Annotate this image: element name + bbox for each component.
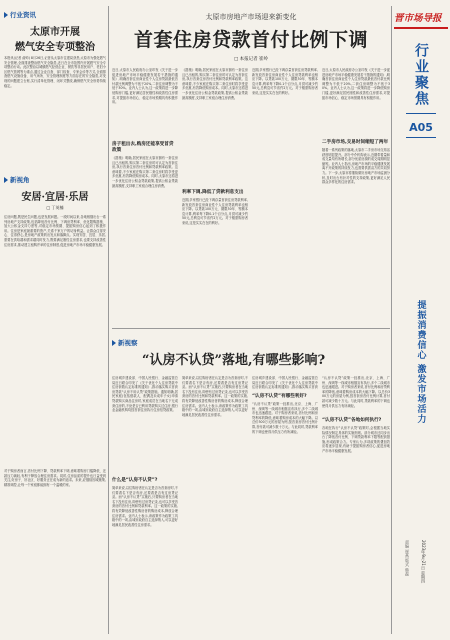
section-tag-new-watch [112, 338, 390, 347]
page-footer-info [420, 540, 444, 634]
section-tag-industry-news [4, 10, 106, 19]
article-col-3: 近期,多家银行已经下调存量首套住房贷款利率,新发放首套住房商业性个人住房贷款利率也相应下降。以贷款100万元、期限30年、等额本息计算,利率每下降0.1个百分点,月供可减少约50元,总利息可节省约2万元。对于刚需购房者来说,这是实实在在的利好。 [252, 68, 318, 95]
commentary-body-continued: 对于购房者而言,首付比例下降、贷款利率下调,意味着购房门槛降低、还款压力减轻,有利于释放合理住房需求。同时,住房品质的提升也日益受到关注,好房子、好社区、好服务正在成为新的追求。未来,应继续因城施策,精准调控,让每一个家庭都能拥有一个温暖的家。 [4, 469, 106, 487]
triangle-icon [4, 177, 8, 183]
section-label: 新视察 [118, 339, 138, 347]
bottom-headline: “认房不认贷”落地,有哪些影响? [142, 353, 326, 368]
page-footer-editor [404, 540, 418, 634]
section-tag-new-view [4, 175, 106, 184]
page-code: A05 [409, 120, 433, 134]
main-article [112, 4, 390, 326]
commentary-body: 住房问题,既是民生问题,也是发展问题。一段时间以来,各地相继出台一系列房地产支持政策,包括降低首付比例、下调房贷利率、优化限购措施、加大公积金支持力度等,对稳定市场预期、提振购房信心起到了积极作用。住房是家庭最重要的资产,关系千家万户的切身利益。让群众住得安心、住得舒心,是房地产政策的出发点和落脚点。实现安居、宜居、乐居,需要在供给端和需求端同时发力,既要满足刚性住房需求,也要支持改善性住房需求,推动建立租购并举的住房制度,促进房地产市场平稳健康发展。 [4, 215, 106, 247]
subheading: 利率下调,降低了贷款利息支出 [182, 190, 244, 195]
byline: □ 本报记者 崔岭 [233, 57, 269, 62]
kicker: 太原市房地产市场迎来新变化 [205, 13, 297, 21]
bottom-article [112, 332, 390, 634]
article-col-4: 近日,太原市人民政府办公室印发《关于进一步促进房地产市场平稳健康发展若干措施的通知》,明确首套住房商业性个人住房贷款最低首付款比例调整为不低于20%,二套住房调整为不低于30%。业内人士认为,这一政策将进一步降低购房门槛,更好满足居民刚性和改善性住房需求,对提振市场信心、稳定市场预期具有积极作用。 二手房市场,交易时间缩短了两年 随着一系列政策的落地,太原市二手房市场交易活跃度明显提升。部分中介机构表示,近期带看量和成交量均有所增长,部分优质房源的成交周期明显缩短。业内人士指出,房地产市场的平稳健康发展离不开政策的持续发力,也需要供需双方的共同努力。下一步,太原市将继续做好房地产市场监测分析,及时出台有针对性的支持政策,更好满足人民群众多样化的住房需求。 [322, 68, 390, 185]
section-label: 行业资讯 [10, 11, 36, 19]
headline-anju: 安居·宜居·乐居 [21, 192, 89, 203]
article-columns [112, 68, 390, 328]
masthead-divider [391, 6, 392, 634]
horizontal-divider [112, 328, 390, 329]
bottom-columns [112, 376, 390, 640]
subheading: 二手房市场,交易时间缩短了两年 [322, 140, 389, 145]
bottom-col-1: 住房城乡建设部、中国人民银行、金融监管总局近日联合印发了《关于优化个人住房贷款中住房套数认定标准的通知》,推动落实购买首套房贷款“认房不用认贷”政策措施。通知明确,居民家庭(包括借款人、配偶及未成年子女)申请贷款购买商品住房时,家庭成员在当地名下无成套住房的,不论是否已利用贷款购买过住房,银行业金融机构均按首套住房执行住房信贷政策。 什么是“认房不认贷”? 简单来说,以往购房者在认定是否为首套房时,不仅要看名下是否有房,还要看是否有过房贷记录。而“认房不认贷”实施后,只要购房者在当地名下没有住房,即使有过房贷记录,也可以享受首套房的首付比例和贷款利率。这一政策的实施,将有效降低改善性购房者的购房成本,释放合理住房需求。业内人士表示,该政策作为政策工具箱中的一项,由城市政府自主选择纳入,可以更好地满足居民改善性住房需求。 [112, 376, 178, 527]
article-col-1: 近日,太原市人民政府办公室印发《关于进一步促进房地产市场平稳健康发展若干措施的通知》,明确首套住房商业性个人住房贷款最低首付款比例调整为不低于20%,二套住房调整为不低于30%。业内人士认为,这一政策将进一步降低购房门槛,更好满足居民刚性和改善性住房需求,对提振市场信心、稳定市场预期具有积极作用。 房子租出去,购房还能享受首贷政策 《措施》明确,居民家庭在太原市拥有一套住房且已出租的,购买第二套住房时可认定为首套住房,执行首套住房首付比例和贷款利率政策。这意味着,不少家庭在购买第二套住房时将享受更多优惠,有效降低购房成本。同时,太原市还将进一步优化住房公积金贷款政策,提高公积金贷款最高额度,支持职工家庭合理住房消费。 [112, 68, 178, 188]
bottom-col-3: 住房城乡建设部、中国人民银行、金融监管总局近日联合印发了《关于优化个人住房贷款中住房套数认定标准的通知》,推动落实购买首套 “认房不认贷”有哪些利好? “认房不认贷”政策一经推出,北京、上海、广州、深圳等一线城市相继宣布执行,多个二线城市也迅速跟进。对于购房者来说,首付比例和房贷利率的降低,意味着购房成本的大幅下降。以总价300万元的房屋为例,按首套房首付比例计算,首付款可减少数十万元。与此同时,贷款利率的下调也使得月供压力有所减轻。 [252, 376, 318, 434]
side-quote-box [400, 300, 442, 520]
bottom-col-2: 简单来说,以往购房者在认定是否为首套房时,不仅要看名下是否有房,还要看是否有过房贷记录。而“认房不认贷”实施后,只要购房者在当地名下没有住房,即使有过房贷记录,也可以享受首套房的首付比例和贷款利率。这一政策的实施,将有效降低改善性购房者的购房成本,释放合理住房需求。业内人士表示,该政策作为政策工具箱中的一项,由城市政府自主选择纳入,可以更好地满足居民改善性住房需求。 [182, 376, 248, 417]
headline-line-2: 燃气安全专项整治 [15, 42, 95, 53]
headline-line-1: 太原市开展 [30, 27, 80, 38]
triangle-icon [112, 340, 116, 346]
subheading: “认房不认贷”各地如何执行? [322, 418, 382, 423]
section-label: 新视角 [10, 176, 30, 184]
byline: □ 丁英楠 [46, 205, 64, 210]
subheading: 房子租出去,购房还能享受首贷政策 [112, 142, 174, 153]
main-headline: 首套住房贷款首付比例下调 [133, 29, 368, 51]
issue-date: 2023年9月21日 星期四 [421, 540, 426, 584]
editor-credits: 责编 崔燕 版式 韩磊 [405, 540, 410, 576]
article-body-gas: 本报讯(记者 俞帅) 8月26日,记者从太原市住建局获悉,太原市为强化燃气安全管理,全面排查整治燃气安全隐患,近日在全市范围内开展燃气安全专项整治行动。此次整治以城镇燃气经营企业、餐饮等非居民用户、老旧小区燃气管网等为重点,通过企业自查、部门检查、专家会诊等方式,全面排查燃气设施设备、用气场所、安全管理制度等方面存在的安全隐患,对发现的问题建立台账,实行清单化管理、闭环式整改,确保燃气安全形势持续稳定。 [4, 56, 106, 88]
masthead-logo: 晋市场导报 [394, 13, 442, 24]
article-col-2: 《措施》明确,居民家庭在太原市拥有一套住房且已出租的,购买第二套住房时可认定为首套住房,执行首套住房首付比例和贷款利率政策。这意味着,不少家庭在购买第二套住房时将享受更多优惠,有效降低购房成本。同时,太原市还将进一步优化住房公积金贷款政策,提高公积金贷款最高额度,支持职工家庭合理住房消费。 利率下调,降低了贷款利息支出 近期,多家银行已经下调存量首套住房贷款利率,新发放首套住房商业性个人住房贷款利率也相应下降。以贷款100万元、期限30年、等额本息计算,利率每下降0.1个百分点,月供可减少约50元,总利息可节省约2万元。对于刚需购房者来说,这是实实在在的利好。 [182, 68, 248, 225]
headline-gas-safety [4, 23, 106, 53]
side-quote: 提振消费信心 激发市场活力 [415, 300, 426, 425]
section-title: 行业聚焦 [413, 42, 429, 107]
page-code-box [406, 113, 436, 138]
bottom-col-4: “认房不认贷”政策一经推出,北京、上海、广州、深圳等一线城市相继宣布执行,多个二线城市也迅速跟进。对于购房者来说,首付比例和房贷利率的降低,意味着购房成本的大幅下降。以总价300万元的房屋为例,按首套房首付比例计算,首付款可减少数十万元。与此同时,贷款利率的下调也使得月供压力有所减轻。 “认房不认贷”各地如何执行? 各地在执行“认房不认贷”政策时,会根据当地实际情况制定具体的实施细则。部分城市还同步出台了降低首付比例、下调贷款利率下限等配套措施,形成政策合力。专家认为,多项政策的叠加效应将逐步显现,有助于提振购房者信心,促进房地产市场平稳健康发展。 [322, 376, 390, 453]
left-column [4, 4, 106, 636]
column-divider [108, 6, 109, 634]
masthead-rule [394, 27, 448, 29]
subheading: 什么是“认房不认贷”? [112, 478, 158, 483]
subheading: “认房不认贷”有哪些利好? [252, 394, 307, 399]
triangle-icon [4, 12, 8, 18]
